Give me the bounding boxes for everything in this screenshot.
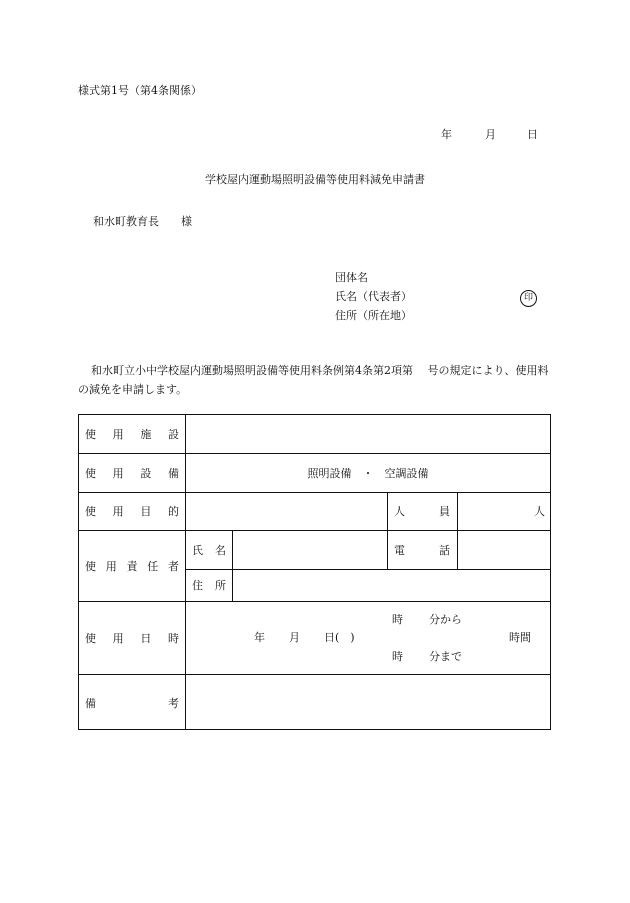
label-phone: 電 話 <box>394 543 450 557</box>
usage-hours: 時間 <box>509 631 531 644</box>
usage-month: 月 <box>289 631 300 644</box>
time-from-minute: 分から <box>429 613 462 626</box>
label-members: 人 員 <box>394 505 450 518</box>
label-responsible-name: 氏 名 <box>192 543 226 557</box>
representative-name-label: 氏名（代表者） <box>335 290 412 303</box>
application-table <box>78 414 551 730</box>
time-to-hour: 時 <box>392 650 403 663</box>
form-number-label: 様式第1号（第4条関係） <box>78 84 202 97</box>
addressee: 和水町教育長 様 <box>93 215 192 228</box>
address-label: 住所（所在地） <box>335 309 412 322</box>
date-year: 年 <box>441 128 452 141</box>
usage-day: 日( ) <box>324 631 355 644</box>
date-line <box>441 126 538 142</box>
application-statement: 和水町立小中学校屋内運動場照明設備等使用料条例第4条第2項第 号の規定により、使用料の減免を申請します。 <box>78 364 549 396</box>
group-name-label: 団体名 <box>335 271 368 284</box>
label-usage-datetime: 使 用 日 時 <box>85 631 179 645</box>
label-facility: 使 用 施 設 <box>85 428 179 441</box>
time-to-minute: 分まで <box>429 650 462 663</box>
seal-mark: 印 <box>520 290 537 307</box>
label-responsible-person: 使 用 責 任 者 <box>85 559 179 573</box>
members-unit: 人 <box>534 505 545 518</box>
label-equipment: 使 用 設 備 <box>85 466 179 480</box>
usage-year: 年 <box>254 631 265 644</box>
date-month: 月 <box>485 128 496 141</box>
equipment-options: 照明設備 ・ 空調設備 <box>307 466 429 480</box>
document-title: 学校屋内運動場照明設備等使用料減免申請書 <box>205 173 425 186</box>
applicant-block <box>335 268 412 325</box>
label-responsible-address: 住 所 <box>192 579 226 592</box>
date-day: 日 <box>527 128 538 141</box>
label-purpose: 使 用 目 的 <box>85 505 179 518</box>
label-remarks: 備 考 <box>85 696 179 710</box>
time-from-hour: 時 <box>392 613 403 626</box>
